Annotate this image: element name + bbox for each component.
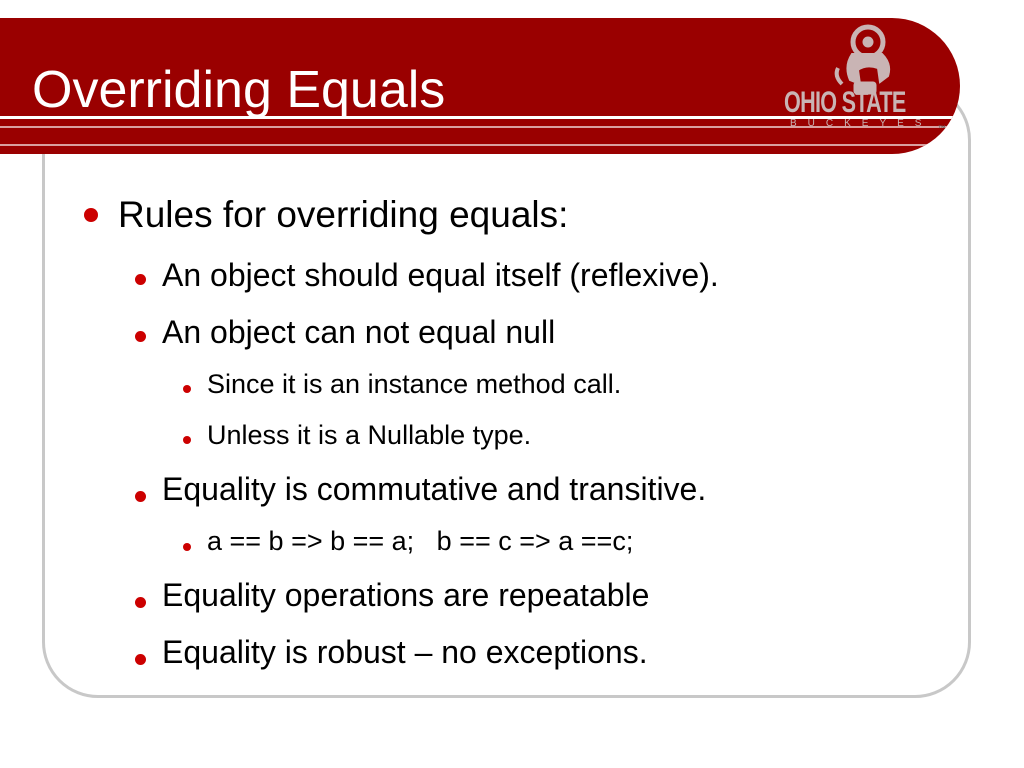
bullet-item: Unless it is a Nullable type. [207,420,532,450]
ohio-state-logo [778,20,953,145]
bullet-dot-icon [135,654,146,665]
bullet-item: Rules for overriding equals: [118,194,569,235]
bullet-dot-icon [135,331,146,342]
slide-title: Overriding Equals [32,61,446,119]
bullet-dot-icon [84,208,98,222]
bullet-dot-icon [183,385,191,393]
logo-subtitle: BUCKEYES [790,118,933,129]
logo-wordmark: OHIO STATE [784,86,906,119]
bullet-item: An object should equal itself (reflexive). [162,257,719,293]
bullet-item: Equality operations are repeatable [162,577,650,613]
bullet-item: An object can not equal null [162,314,556,350]
bullet-dot-icon [135,597,146,608]
bullet-item: Since it is an instance method call. [207,369,622,399]
bullet-dot-icon [135,274,146,285]
bullet-dot-icon [183,436,191,444]
bullet-item: Equality is robust – no exceptions. [162,634,648,670]
bullet-dot-icon [135,491,146,502]
bullet-item: Equality is commutative and transitive. [162,471,707,507]
bullet-item: a == b => b == a; b == c => a ==c; [207,526,634,556]
bullet-dot-icon [183,543,191,551]
trademark-symbol: ™ [938,124,946,133]
